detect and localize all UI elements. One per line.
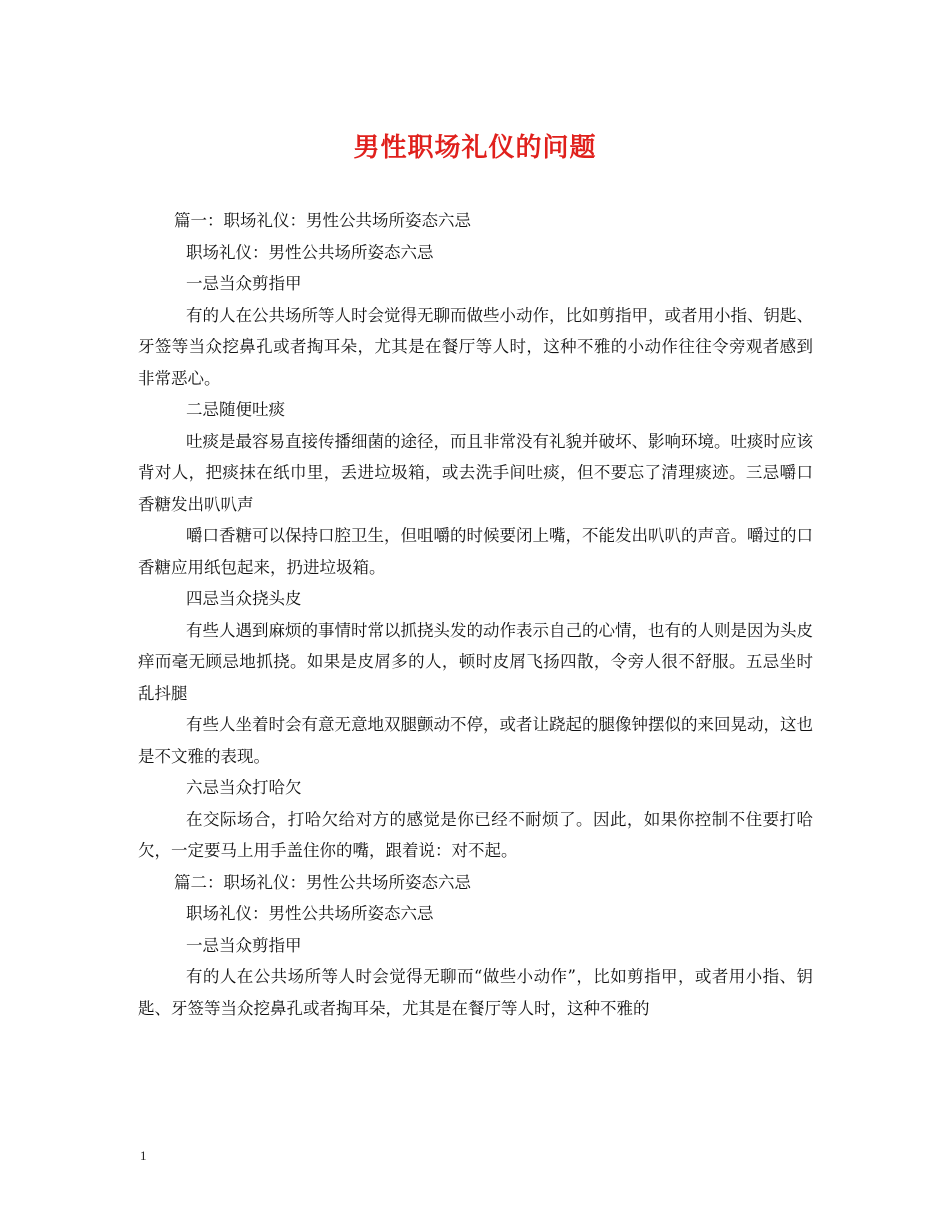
paragraph: 篇一：职场礼仪：男性公共场所姿态六忌 <box>174 211 471 230</box>
paragraph: 有的人在公共场所等人时会觉得无聊而做些小动作，比如剪指甲，或者用小指、钥匙、牙签等当众挖鼻孔或者掏耳朵，尤其是在餐厅等人时，这种不雅的小动作往往令旁观者感到非常恶心。 <box>138 305 813 388</box>
paragraph: 一忌当众剪指甲 <box>186 935 302 955</box>
paragraph: 二忌随便吐痰 <box>186 400 285 419</box>
paragraph: 一忌当众剪指甲 <box>186 274 302 293</box>
paragraph: 吐痰是最容易直接传播细菌的途径，而且非常没有礼貌并破坏、影响环境。吐痰时应该背对人，把痰抹在纸巾里，丢进垃圾箱，或去洗手间吐痰，但不要忘了清理痰迹。三忌嚼口香糖发出叭叭声 <box>138 431 813 514</box>
document-body <box>138 205 813 1024</box>
paragraph: 嚼口香糖可以保持口腔卫生，但咀嚼的时候要闭上嘴，不能发出叭叭的声音。嚼过的口香糖应用纸包起来，扔进垃圾箱。 <box>138 526 813 577</box>
paragraph: 职场礼仪：男性公共场所姿态六忌 <box>186 242 434 262</box>
document-title: 男性职场礼仪的问题 <box>353 133 597 163</box>
paragraph: 六忌当众打哈欠 <box>186 778 302 797</box>
paragraph: 四忌当众挠头皮 <box>186 589 302 608</box>
paragraph: 有些人遇到麻烦的事情时常以抓挠头发的动作表示自己的心情，也有的人则是因为头皮痒而毫无顾忌地抓挠。如果是皮屑多的人，顿时皮屑飞扬四散，令旁人很不舒服。五忌坐时乱抖腿 <box>138 620 813 703</box>
paragraph: 篇二：职场礼仪：男性公共场所姿态六忌 <box>174 872 471 892</box>
paragraph: 职场礼仪：男性公共场所姿态六忌 <box>186 904 434 923</box>
page-number: 1 <box>140 1148 147 1163</box>
paragraph: 有的人在公共场所等人时会觉得无聊而“做些小动作”，比如剪指甲，或者用小指、钥匙、牙签等当众挖鼻孔或者掏耳朵，尤其是在餐厅等人时，这种不雅的 <box>138 967 813 1018</box>
paragraph: 有些人坐着时会有意无意地双腿颤动不停，或者让跷起的腿像钟摆似的来回晃动，这也是不文雅的表现。 <box>138 715 813 766</box>
paragraph: 在交际场合，打哈欠给对方的感觉是你已经不耐烦了。因此，如果你控制不住要打哈欠，一定要马上用手盖住你的嘴，跟着说：对不起。 <box>138 809 813 860</box>
